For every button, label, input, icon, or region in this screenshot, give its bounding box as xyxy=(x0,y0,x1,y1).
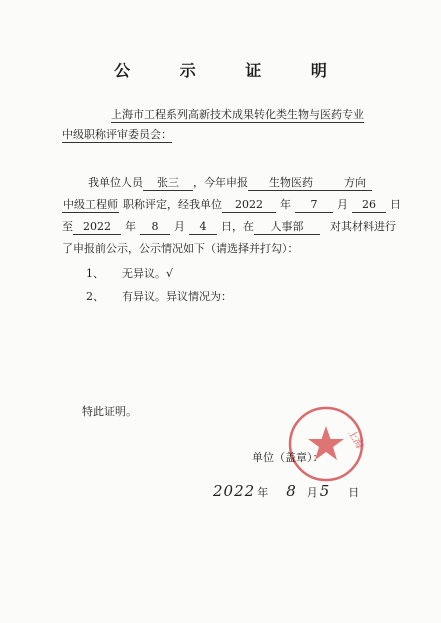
start-day: 26 xyxy=(352,198,386,213)
seal-text: 上海 xyxy=(345,428,365,451)
addressee-line-2 xyxy=(62,128,172,143)
addressee-committee-suffix: 中级职称评审委员会： xyxy=(62,128,172,141)
sign-month: 8 xyxy=(286,482,297,500)
start-month: 7 xyxy=(295,198,333,213)
start-year: 2022 xyxy=(222,198,276,213)
addressee-committee: 上海市工程系列高新技术成果转化类生物与医药专业 xyxy=(111,108,364,121)
option-2: 2、 有异议。异议情况为： xyxy=(86,290,232,303)
document-title: 公 示 证 明 xyxy=(114,61,349,80)
department: 人事部 xyxy=(254,220,320,235)
option-2-text: 有异议。异议情况为： xyxy=(122,290,232,303)
title-level: 中级工程师 xyxy=(63,198,118,211)
declared-field: 生物医药 xyxy=(248,176,334,191)
end-day: 4 xyxy=(189,220,217,235)
sign-day: 5 xyxy=(319,482,331,500)
person-name: 张三 xyxy=(143,176,193,191)
signature-date: 2022 年 8 月 5 日 xyxy=(213,482,360,500)
option-1: 1、 无异议。√ xyxy=(86,267,174,280)
sign-year: 2022 xyxy=(213,482,256,500)
addressee-line-1 xyxy=(111,108,364,123)
unit-seal-label: 单位（盖章）： xyxy=(252,451,324,464)
option-1-text: 无异议。√ xyxy=(122,267,174,280)
closing-text: 特此证明。 xyxy=(82,405,137,418)
end-year: 2022 xyxy=(73,220,121,235)
paragraph-line-4: 了申报前公示，公示情况如下（请选择并打勾）： xyxy=(62,242,299,255)
official-seal-icon xyxy=(286,404,366,484)
paragraph-line-1: 我单位人员 张三 ，今年申报 生物医药 方向 xyxy=(88,176,372,191)
paragraph-line-2: 中级工程师 职称评定，经我单位 2022 年 7 月 26 日 xyxy=(63,198,401,211)
paragraph-line-3: 至 2022 年 8 月 4 日，在 人事部 对其材料进行 xyxy=(62,220,396,233)
end-month: 8 xyxy=(140,220,170,235)
